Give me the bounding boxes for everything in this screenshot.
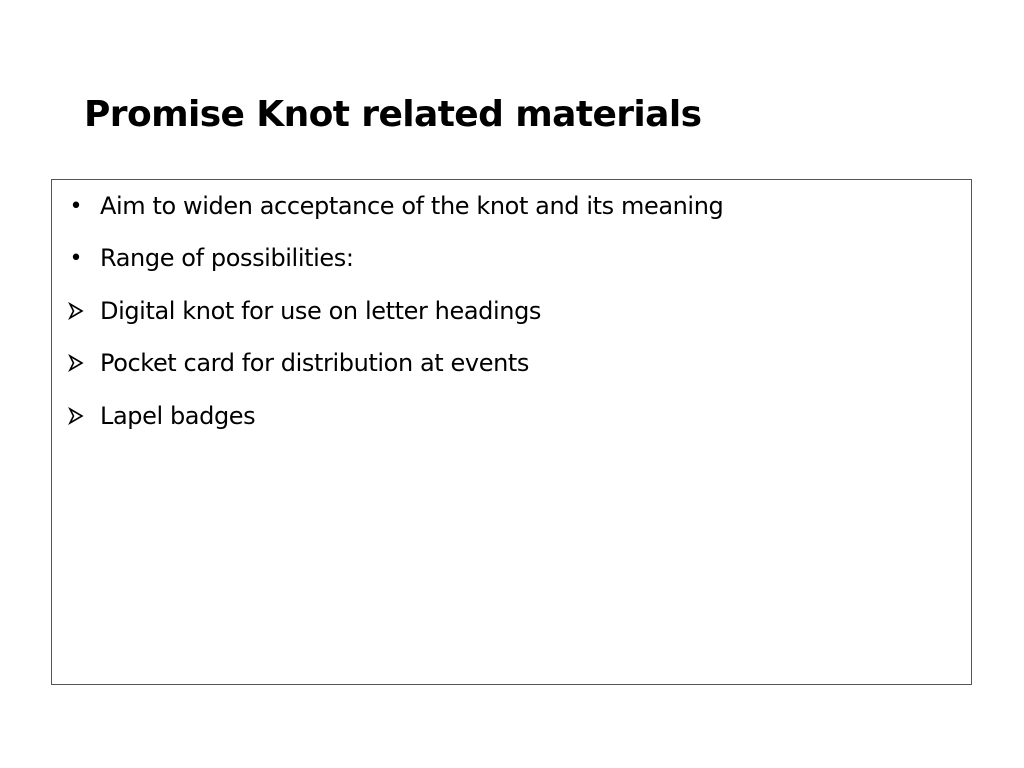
bullet-icon: • xyxy=(69,245,83,271)
content-box xyxy=(51,179,972,685)
list-item-text: Digital knot for use on letter headings xyxy=(100,297,542,325)
list-item-text: Lapel badges xyxy=(100,402,256,430)
arrow-bullet-icon xyxy=(64,302,88,320)
list-item-text: Aim to widen acceptance of the knot and its meaning xyxy=(100,192,724,220)
arrow-bullet-icon xyxy=(64,354,88,372)
bullet-icon: • xyxy=(69,193,83,219)
list-item-text: Range of possibilities: xyxy=(100,244,354,272)
slide-title: Promise Knot related materials xyxy=(84,94,702,135)
list-item-text: Pocket card for distribution at events xyxy=(100,349,529,377)
arrow-bullet-icon xyxy=(64,407,88,425)
